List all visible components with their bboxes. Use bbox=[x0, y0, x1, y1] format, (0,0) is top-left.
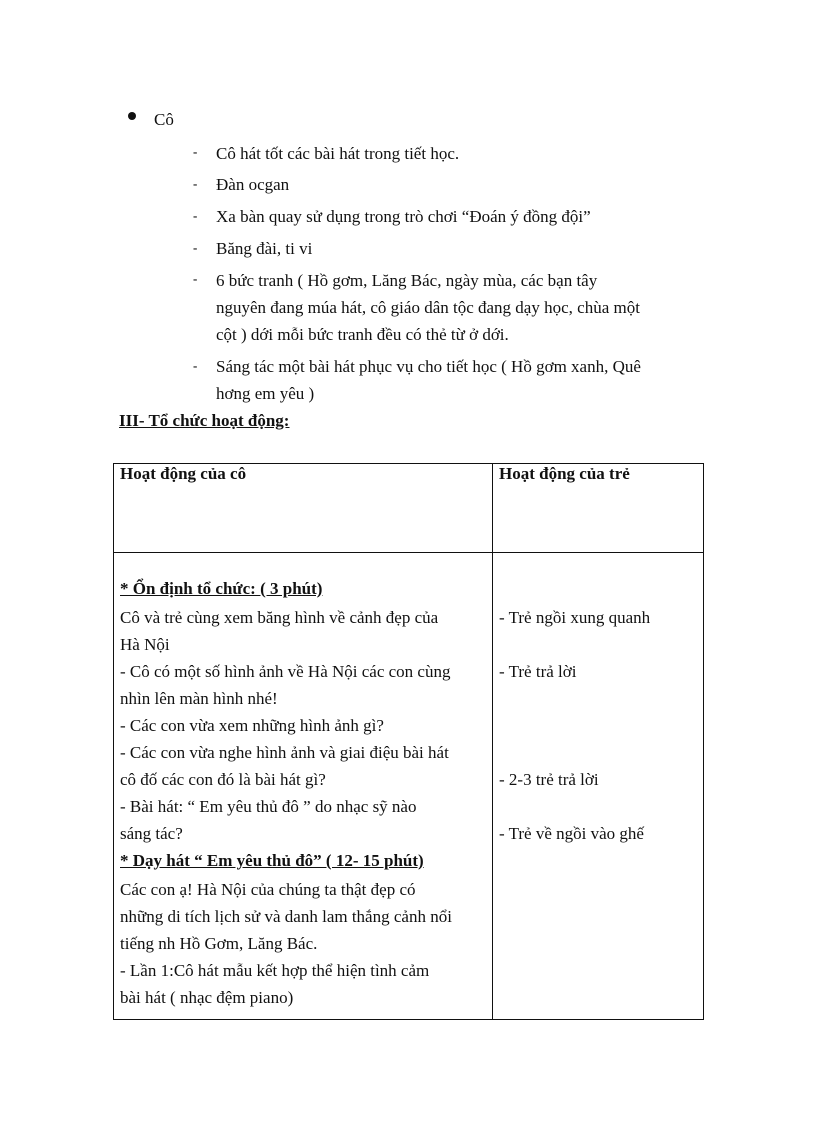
dash-icon: - bbox=[193, 144, 198, 159]
child-line: - Trẻ trả lời bbox=[499, 662, 577, 681]
teacher-line: - Các con vừa nghe hình ảnh và giai điệu bài hát bbox=[120, 743, 449, 762]
section-title: III- Tổ chức hoạt động: bbox=[119, 411, 290, 430]
child-line: - Trẻ về ngồi vào ghế bbox=[499, 824, 644, 843]
bullet-icon bbox=[128, 112, 136, 120]
materials-heading: Cô bbox=[154, 110, 174, 129]
header-teacher: Hoạt động của cô bbox=[114, 464, 493, 553]
list-item: Xa bàn quay sử dụng trong trò chơi “Đoán ý đồng đội” bbox=[216, 207, 591, 226]
teacher-line: sáng tác? bbox=[120, 824, 183, 843]
list-item: Đàn ocgan bbox=[216, 175, 290, 194]
list-item: 6 bức tranh ( Hồ gơm, Lăng Bác, ngày mùa, các bạn tây nguyên đang múa hát, cô giáo dân tộc đang dạy học, chùa một cột ) dới mỗi bức tranh đều có thẻ từ ở dới. bbox=[216, 271, 640, 344]
teacher-line: - Bài hát: “ Em yêu thủ đô ” do nhạc sỹ nào bbox=[120, 797, 417, 816]
child-activity-cell bbox=[493, 553, 704, 1020]
teacher-line: - Lần 1:Cô hát mẫu kết hợp thể hiện tình cảm bbox=[120, 961, 430, 980]
child-line: - Trẻ ngồi xung quanh bbox=[499, 608, 651, 627]
teacher-line: những di tích lịch sử và danh lam thắng cảnh nổi bbox=[120, 907, 452, 926]
teacher-line: Cô và trẻ cùng xem băng hình về cảnh đẹp của bbox=[120, 608, 439, 627]
teacher-line: nhìn lên màn hình nhé! bbox=[120, 689, 278, 708]
teacher-line: tiếng nh Hồ Gơm, Lăng Bác. bbox=[120, 934, 318, 953]
dash-icon: - bbox=[193, 176, 198, 191]
list-item: Băng đài, ti vi bbox=[216, 239, 313, 258]
subsection-heading: * Ổn định tổ chức: ( 3 phút) bbox=[120, 579, 323, 598]
header-child: Hoạt động của trẻ bbox=[493, 464, 704, 553]
teacher-line: Hà Nội bbox=[120, 635, 170, 654]
list-item: Cô hát tốt các bài hát trong tiết học. bbox=[216, 144, 460, 163]
teacher-activity-cell bbox=[114, 553, 493, 1020]
dash-icon: - bbox=[193, 358, 198, 373]
dash-icon: - bbox=[193, 208, 198, 223]
subsection-heading: * Dạy hát “ Em yêu thủ đô” ( 12- 15 phút) bbox=[120, 851, 424, 870]
teacher-line: cô đố các con đó là bài hát gì? bbox=[120, 770, 326, 789]
table-row bbox=[114, 553, 704, 1020]
table-header-row bbox=[114, 464, 704, 553]
dash-icon: - bbox=[193, 271, 198, 286]
teacher-line: Các con ạ! Hà Nội của chúng ta thật đẹp có bbox=[120, 880, 416, 899]
list-item: Sáng tác một bài hát phục vụ cho tiết học ( Hồ gơm xanh, Quê hơng em yêu ) bbox=[216, 357, 641, 403]
teacher-line: bài hát ( nhạc đệm piano) bbox=[120, 988, 294, 1007]
teacher-line: - Các con vừa xem những hình ảnh gì? bbox=[120, 716, 384, 735]
activity-table bbox=[113, 463, 704, 1020]
child-line: - 2-3 trẻ trả lời bbox=[499, 770, 599, 789]
dash-icon: - bbox=[193, 240, 198, 255]
teacher-line: - Cô có một số hình ảnh về Hà Nội các con cùng bbox=[120, 662, 451, 681]
